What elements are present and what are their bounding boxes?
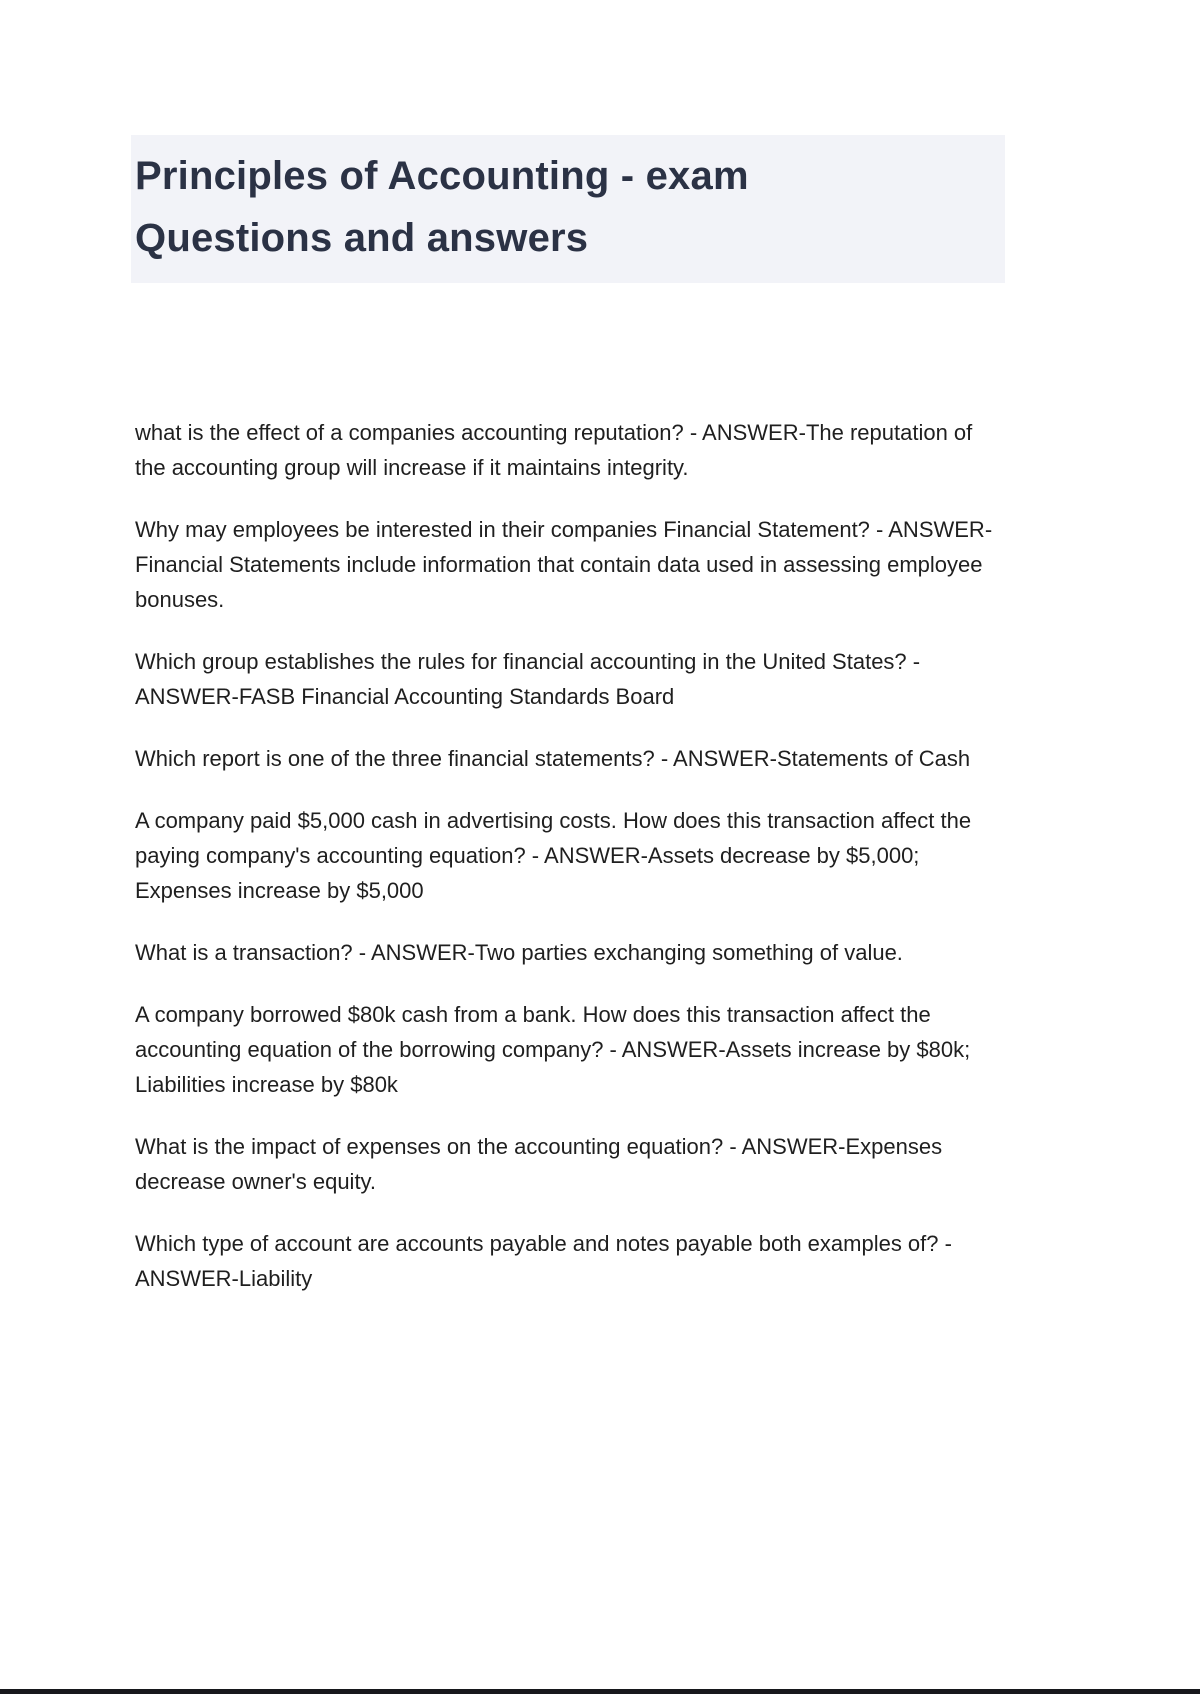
qa-paragraph: What is the impact of expenses on the accounting equation? - ANSWER-Expenses decrease owner's equity.: [135, 1134, 943, 1194]
document-title-line-2: Questions and answers: [135, 216, 589, 260]
qa-paragraph: Which report is one of the three financial statements? - ANSWER-Statements of Cash: [135, 746, 971, 771]
qa-paragraph: what is the effect of a companies accounting reputation? - ANSWER-The reputation of the accounting group will increase if it maintains integrity.: [135, 420, 973, 480]
document-title-line-1: Principles of Accounting - exam: [135, 154, 749, 198]
page-bottom-divider: [0, 1689, 1200, 1694]
page-content: [135, 0, 1005, 1323]
qa-paragraph: A company paid $5,000 cash in advertising costs. How does this transaction affect the paying company's accounting equation? - ANSWER-Assets decrease by $5,000; Expenses increase by $5,000: [135, 808, 972, 903]
document-body: [135, 415, 1005, 1296]
qa-paragraph: Why may employees be interested in their companies Financial Statement? - ANSWER-Financial Statements include information that contain data used in assessing employee bonuses.: [135, 517, 993, 612]
qa-paragraph: Which type of account are accounts payable and notes payable both examples of? - ANSWER-Liability: [135, 1231, 952, 1291]
qa-paragraph: What is a transaction? - ANSWER-Two parties exchanging something of value.: [135, 940, 903, 965]
qa-paragraph: A company borrowed $80k cash from a bank. How does this transaction affect the accounting equation of the borrowing company? - ANSWER-Assets increase by $80k; Liabilities increase by $80k: [135, 1002, 971, 1097]
qa-paragraph: Which group establishes the rules for financial accounting in the United States? - ANSWER-FASB Financial Accounting Standards Board: [135, 649, 921, 709]
document-title: [131, 135, 1005, 283]
